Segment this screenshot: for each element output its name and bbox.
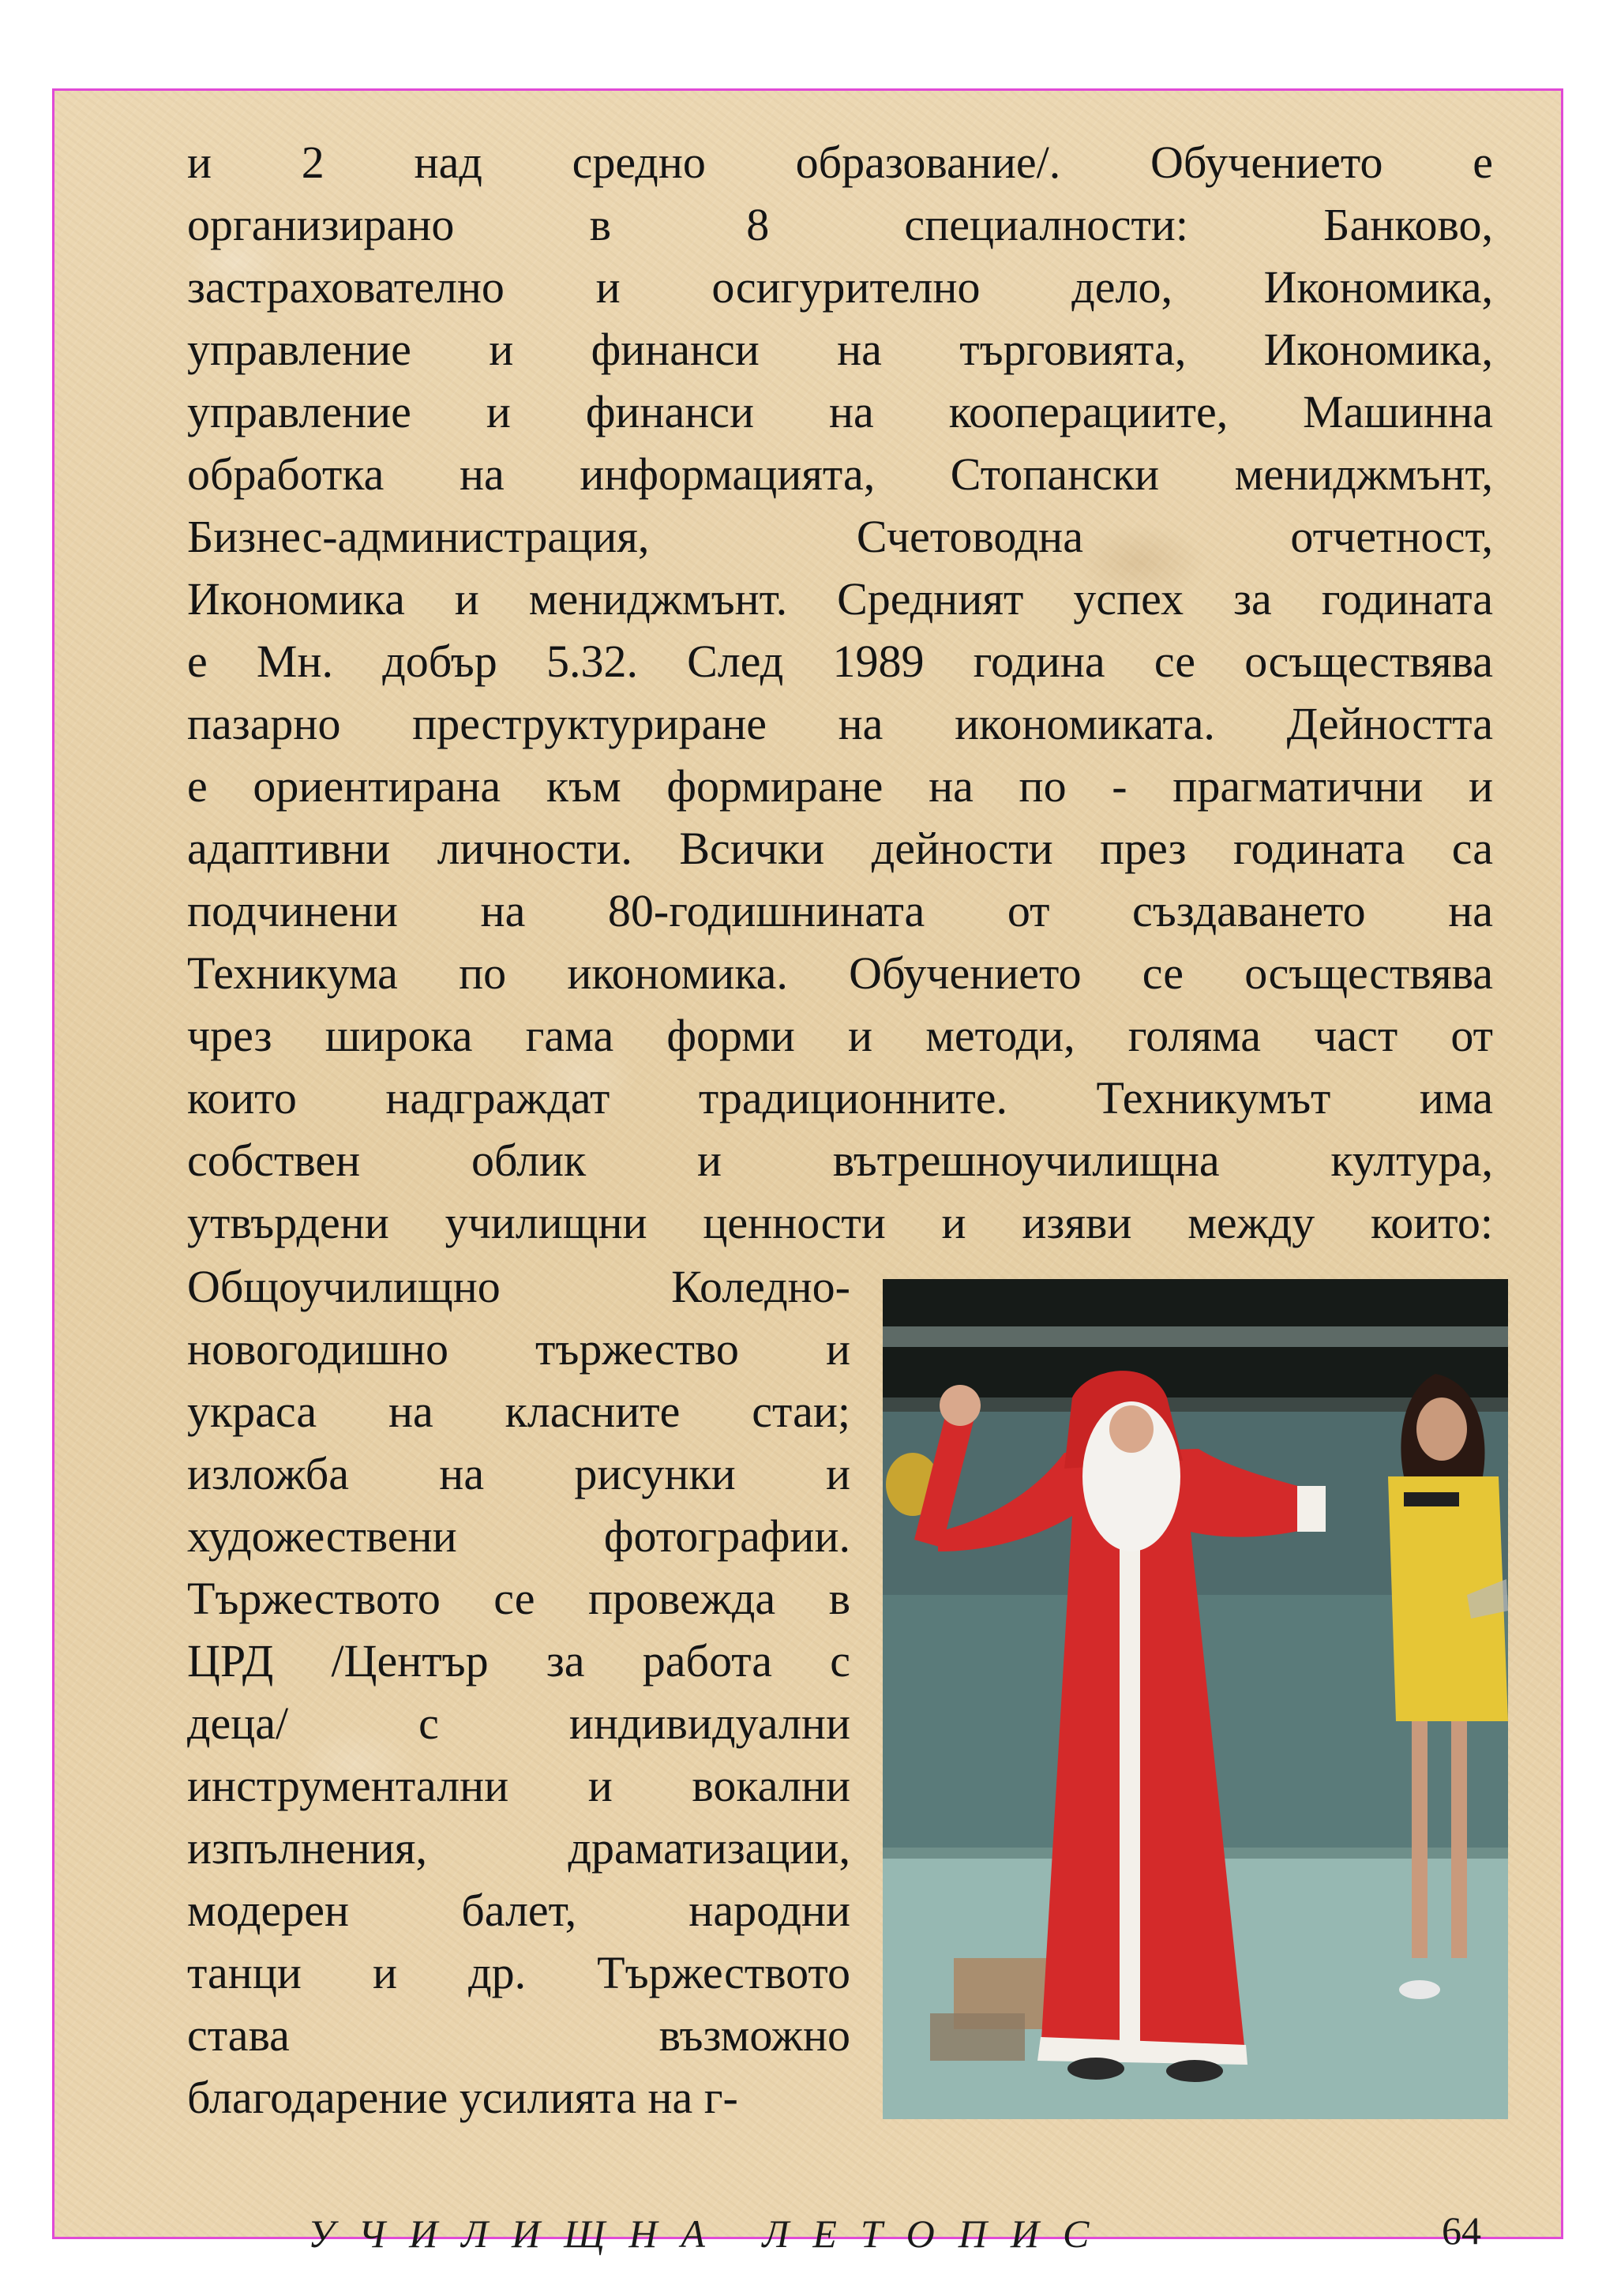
text-line: изпълнения, драматизации, (187, 1822, 850, 1874)
text-line: обработка на информацията, Стопански мениджмънт, (187, 448, 1493, 500)
text-line: утвърдени училищни ценности и изяви между които: (187, 1197, 1493, 1248)
text-line: управление и финанси на търговията, Икономика, (187, 324, 1493, 375)
text-line: които надграждат традиционните. Техникумът има (187, 1072, 1493, 1124)
text-line: подчинени на 80-годишнината от създаването на (187, 885, 1493, 936)
text-line: чрез широка гама форми и методи, голяма част от (187, 1010, 1493, 1061)
text-line: изложба на рисунки и (187, 1448, 850, 1499)
text-line: ЦРД /Център за работа с (187, 1635, 850, 1686)
text-line: пазарно преструктуриране на икономиката. Дейността (187, 698, 1493, 749)
text-line: застрахователно и осигурително дело, Икономика, (187, 261, 1493, 313)
page-number: 64 (1442, 2208, 1481, 2253)
text-line: организирано в 8 специалности: Банково, (187, 199, 1493, 250)
text-line: Общоучилищно Коледно- (187, 1261, 850, 1312)
text-line: украса на класните стаи; (187, 1386, 850, 1437)
text-line: Икономика и мениджмънт. Средният успех за годината (187, 573, 1493, 625)
footer-title: УЧИЛИЩНА ЛЕТОПИС (308, 2212, 1113, 2256)
side-paragraph (187, 1255, 850, 2129)
main-paragraph (187, 131, 1493, 1254)
text-line: новогодишно тържество и (187, 1323, 850, 1375)
text-line: танци и др. Тържеството (187, 1947, 850, 1998)
text-line: Техникума по икономика. Обучението се осъществява (187, 947, 1493, 999)
text-line: Тържеството се провежда в (187, 1573, 850, 1624)
text-line: и 2 над средно образование/. Обучението е (187, 137, 1493, 188)
text-line: благодарение усилията на г- (187, 2072, 738, 2123)
santa-photo (883, 1279, 1508, 2119)
text-line: става възможно (187, 2009, 850, 2061)
text-line: собствен облик и вътрешноучилищна култура, (187, 1135, 1493, 1186)
text-line: модерен балет, народни (187, 1885, 850, 1936)
text-line: Бизнес-администрация, Счетоводна отчетност, (187, 511, 1493, 562)
text-line: художествени фотографии. (187, 1510, 850, 1562)
text-line: адаптивни личности. Всички дейности през годината са (187, 823, 1493, 874)
text-line: инструментални и вокални (187, 1760, 850, 1811)
text-line: управление и финанси на кооперациите, Машинна (187, 386, 1493, 437)
text-line: е ориентирана към формиране на по - прагматични и (187, 760, 1493, 812)
text-line: е Мн. добър 5.32. След 1989 година се осъществява (187, 636, 1493, 687)
text-line: деца/ с индивидуални (187, 1698, 850, 1749)
